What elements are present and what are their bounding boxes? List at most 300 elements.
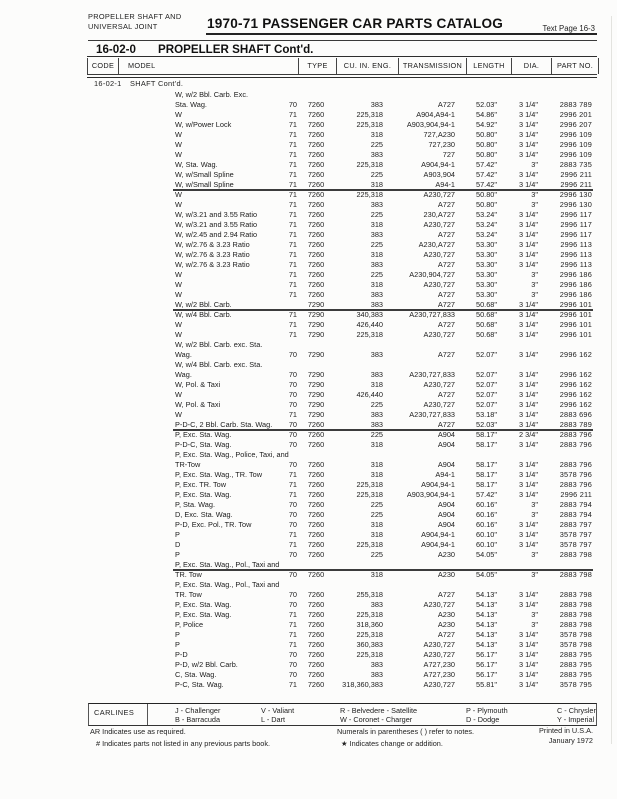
cell-part: 3578 797 [559,530,592,539]
cell-part: 2996 211 [560,170,592,179]
cell-year [275,300,297,310]
cell-trans: A727 [437,200,455,209]
cell-trans: A230,727 [423,380,455,389]
cell-year: 71 [288,540,297,549]
cell-len: 52.07" [476,370,497,379]
cell-len: 54.13" [476,630,497,639]
cell-code [87,450,117,460]
cell-year: 71 [288,120,297,129]
cell-trans: A230 [437,610,455,619]
table-row [87,240,597,250]
cell-eng: 383 [370,290,383,299]
cell-code [87,150,117,160]
cell-year: 71 [288,160,297,169]
cell-model: W [175,390,182,399]
cell-model: P [175,530,180,539]
cell-eng: 225,318 [356,110,383,119]
cell-trans: A230,727 [423,190,455,199]
note-ar: AR Indicates use as required. [90,727,186,736]
text-page-ref: Text Page 16-3 [542,24,595,33]
cell-model: Sta. Wag. [175,100,207,109]
cell-part: 2996 117 [560,230,592,239]
cell-trans: A230,727 [423,650,455,659]
cell-trans [397,340,465,350]
cell-type: 7260 [307,540,325,549]
cell-part [550,450,597,460]
cell-trans [397,560,465,570]
cell-code [87,460,117,470]
table-row [87,510,597,520]
cell-trans: 727 [442,150,455,159]
cell-dia [510,360,550,370]
cell-dia: 3" [531,270,538,279]
cell-year: 70 [288,520,297,529]
cell-dia: 3 1/4" [519,170,538,179]
cell-type: 7260 [307,420,325,429]
cell-type [297,580,335,590]
cell-dia: 3 1/4" [519,680,538,689]
section-label-line1: PROPELLER SHAFT AND [88,12,182,21]
cell-len: 50.80" [476,190,497,199]
cell-year: 71 [288,190,297,199]
table-row [87,340,597,350]
cell-code [87,430,117,440]
table-row [87,580,597,590]
cell-part: 2883 794 [559,500,592,509]
column-header-code: CODE [91,61,115,70]
cell-year: 70 [288,440,297,449]
cell-model: W, w/2 Bbl. Carb. [175,300,232,309]
table-row [87,110,597,120]
cell-type: 7260 [307,440,325,449]
cell-code [87,240,117,250]
table-row [87,200,597,210]
cell-trans: A727 [437,390,455,399]
cell-model: P-C, Sta. Wag. [175,680,224,689]
cell-code [87,530,117,540]
cell-code [87,300,117,310]
cell-model: TR. Tow [175,590,202,599]
cell-model: W, w/2.76 & 3.23 Ratio [175,250,250,259]
cell-part: 2883 797 [559,520,592,529]
cell-type: 7260 [307,130,325,139]
cell-type: 7260 [307,210,325,219]
cell-trans: A904 [437,430,455,439]
cell-part: 2996 186 [559,270,592,279]
cell-trans [397,450,465,460]
cell-trans: A230,727 [423,250,455,259]
cell-code [87,170,117,180]
cell-type: 7260 [307,600,325,609]
cell-eng: 383 [370,260,383,269]
cell-year: 70 [288,550,297,559]
cell-trans: A727 [437,290,455,299]
cell-part [550,340,597,350]
cell-type: 7260 [307,520,325,529]
cell-type: 7290 [307,330,325,339]
cell-trans: A727,230 [423,660,455,669]
cell-model: W, w/4 Bbl. Carb. [175,310,232,319]
cell-eng: 318 [370,440,383,449]
cell-eng [335,450,397,460]
cell-trans: A230,727 [423,680,455,689]
cell-code [87,610,117,620]
cell-model: W, w/2 Bbl. Carb. exc. Sta. [175,340,263,349]
note-numerals: Numerals in parentheses ( ) refer to notes. [337,727,475,736]
cell-year: 71 [288,310,297,319]
cell-year: 70 [288,390,297,399]
cell-dia: 3" [531,190,538,199]
cell-year: 71 [288,480,297,489]
cell-type: 7260 [307,220,325,229]
table-row [87,670,597,680]
cell-len: 57.42" [476,180,497,189]
cell-part: 2883 798 [559,600,592,609]
cell-code [87,670,117,680]
cell-type: 7260 [307,570,325,579]
cell-year: 70 [288,570,297,579]
cell-eng: 318 [370,220,383,229]
cell-code [87,390,117,400]
cell-code [87,410,117,420]
cell-eng: 318 [370,280,383,289]
cell-model: P, Exc. Sta. Wag., TR. Tow [175,470,263,479]
cell-len: 53.30" [476,250,497,259]
cell-part: 2883 796 [559,430,592,439]
cell-code [87,510,117,520]
cell-code [87,90,117,100]
cell-code [87,370,117,380]
cell-code [87,110,117,120]
cell-dia: 3 1/4" [519,350,538,359]
carlines-legend [88,703,597,726]
column-header-dia: DIA. [511,58,551,74]
cell-year: 71 [288,270,297,279]
table-row [87,480,597,490]
cell-year: 71 [288,620,297,629]
cell-dia: 3 1/4" [519,660,538,669]
cell-code [87,550,117,560]
cell-type: 7290 [307,370,325,379]
cell-dia: 3 1/4" [519,120,538,129]
cell-dia: 3 1/4" [519,310,538,319]
cell-type: 7260 [307,280,325,289]
cell-code [87,160,117,170]
cell-len: 58.17" [476,460,497,469]
cell-part: 2996 130 [559,190,592,199]
cell-eng: 225,318 [356,630,383,639]
cell-dia: 3 1/4" [519,470,538,479]
cell-eng: 360,383 [356,640,383,649]
cell-part: 2996 113 [560,260,592,269]
cell-eng: 225 [370,210,383,219]
cell-eng: 318 [370,570,383,579]
cell-code [87,590,117,600]
cell-len: 58.17" [476,480,497,489]
table-row [87,400,597,410]
cell-type: 7260 [307,470,325,479]
cell-dia: 3 1/4" [519,390,538,399]
cell-eng: 383 [370,230,383,239]
cell-code [87,470,117,480]
cell-eng: 255,318 [356,590,383,599]
cell-year: 71 [288,170,297,179]
table-row [87,590,597,600]
cell-len [465,360,510,370]
cell-eng: 383 [370,200,383,209]
table-row [87,170,597,180]
cell-year: 70 [288,400,297,409]
cell-len: 54.05" [476,570,497,579]
cell-type: 7260 [307,590,325,599]
section-code: 16-02-0 [96,43,136,56]
cell-type: 7260 [307,530,325,539]
cell-trans: A727 [437,260,455,269]
cell-part: 2883 795 [559,660,592,669]
cell-eng: 225 [370,170,383,179]
cell-year: 71 [288,470,297,479]
cell-eng: 340,383 [356,310,383,319]
cell-trans: A727 [437,300,455,309]
cell-year: 71 [288,130,297,139]
carline-entry: J - Challenger [175,705,221,715]
cell-eng: 426,440 [356,320,383,329]
cell-part [550,360,597,370]
cell-part: 2883 796 [559,460,592,469]
cell-dia: 3" [531,280,538,289]
cell-len: 58.17" [476,430,497,439]
table-row [87,500,597,510]
cell-code [87,650,117,660]
cell-len: 53.24" [476,220,497,229]
cell-trans: A230 [437,570,455,579]
cell-len: 53.30" [476,240,497,249]
cell-year: 70 [288,350,297,359]
cell-model: W, w/2.45 and 2.94 Ratio [175,230,258,239]
cell-trans: A230 [437,620,455,629]
cell-model: W [175,150,182,159]
cell-eng: 225 [370,240,383,249]
cell-year: 71 [288,290,297,299]
carline-entry: D - Dodge [466,714,500,724]
cell-dia: 3" [531,500,538,509]
cell-type: 7260 [307,260,325,269]
cell-year: 70 [288,650,297,659]
cell-dia: 3 1/4" [519,330,538,339]
cell-part: 2996 211 [560,180,592,189]
cell-year [275,580,297,590]
cell-part: 2996 162 [559,400,592,409]
cell-code [87,540,117,550]
cell-type: 7260 [307,620,325,629]
cell-dia: 3" [531,610,538,619]
cell-trans: A727 [437,100,455,109]
cell-part: 2996 162 [559,380,592,389]
cell-eng: 225,318 [356,490,383,499]
subsection-title: SHAFT Cont'd. [130,79,184,88]
cell-eng: 225,318 [356,190,383,199]
cell-type: 7260 [307,230,325,239]
cell-code [87,380,117,390]
cell-year: 71 [288,210,297,219]
carline-column [261,706,294,724]
cell-type [297,560,335,570]
table-body [87,90,597,690]
cell-model: P-D, Exc. Pol., TR. Tow [175,520,252,529]
cell-len: 53.18" [476,410,497,419]
table-row [87,320,597,330]
cell-len: 53.30" [476,280,497,289]
cell-code [87,180,117,190]
cell-type: 7260 [307,480,325,489]
cell-year: 71 [288,260,297,269]
cell-year: 71 [288,320,297,329]
cell-code [87,100,117,110]
cell-model: TR-Tow [175,460,201,469]
cell-model: P, Exc. Sta. Wag., Pol., Taxi and [175,560,280,569]
table-row [87,420,597,430]
cell-model: P-D [175,650,188,659]
cell-type: 7260 [307,190,325,199]
cell-part: 3578 797 [559,540,592,549]
cell-trans: A230,727 [423,330,455,339]
cell-trans: A904 [437,440,455,449]
cell-part: 2883 789 [559,100,592,109]
cell-eng: 225,318 [356,610,383,619]
cell-year: 70 [288,600,297,609]
cell-model: W [175,330,182,339]
cell-dia [510,340,550,350]
cell-eng: 225,318 [356,650,383,659]
cell-year: 70 [288,660,297,669]
note-hash: # Indicates parts not listed in any previous parts book. [96,739,271,748]
cell-trans: A727 [437,420,455,429]
cell-dia: 3 1/4" [519,240,538,249]
cell-code [87,320,117,330]
cell-trans [397,580,465,590]
cell-trans: A230,727 [423,600,455,609]
cell-type: 7260 [307,180,325,189]
cell-dia: 3" [531,620,538,629]
cell-dia: 3 1/4" [519,540,538,549]
carline-column [175,706,220,724]
cell-part: 2996 130 [559,200,592,209]
cell-eng [335,90,397,100]
cell-trans: A230,727 [423,280,455,289]
cell-trans: A903,904,94-1 [406,490,455,499]
cell-dia: 3 1/4" [519,420,538,429]
table-row [87,380,597,390]
carline-entry: W - Coronet - Charger [340,714,413,724]
cell-part: 2883 789 [559,420,592,429]
cell-dia: 3 1/4" [519,110,538,119]
cell-model: D, Exc. Sta. Wag. [175,510,233,519]
cell-trans: A904 [437,510,455,519]
cell-len: 53.24" [476,230,497,239]
cell-year: 71 [288,490,297,499]
cell-trans [397,360,465,370]
cell-part: 2996 117 [560,220,592,229]
cell-year: 70 [288,670,297,679]
table-row [87,120,597,130]
cell-trans: A727 [437,350,455,359]
carline-entry: Y - Imperial [557,714,595,724]
cell-len: 53.24" [476,210,497,219]
cell-type: 7290 [307,300,325,309]
cell-model: P, Exc. Sta. Wag. [175,430,232,439]
cell-code [87,600,117,610]
cell-trans: A904,94-1 [421,160,455,169]
cell-len [465,340,510,350]
cell-code [87,480,117,490]
cell-dia: 3 1/4" [519,210,538,219]
cell-dia: 3 1/4" [519,230,538,239]
cell-trans: A230,904,727 [409,270,455,279]
cell-type: 7260 [307,490,325,499]
carline-column [466,706,508,724]
table-row [87,440,597,450]
cell-trans: A904 [437,500,455,509]
cell-trans: 727,A230 [423,130,455,139]
cell-trans: A904,94-1 [421,540,455,549]
cell-part: 3578 796 [559,470,592,479]
cell-dia: 3" [531,510,538,519]
table-row [87,680,597,690]
cell-len: 60.16" [476,510,497,519]
cell-code [87,640,117,650]
cell-type: 7290 [307,390,325,399]
cell-trans: A904,A94-1 [416,110,455,119]
cell-eng: 225,318 [356,540,383,549]
cell-year: 70 [288,590,297,599]
cell-len: 60.10" [476,540,497,549]
cell-model: P-D-C, Sta. Wag. [175,440,232,449]
cell-trans: A727 [437,320,455,329]
cell-len: 54.13" [476,590,497,599]
cell-model: P-D-C, 2 Bbl. Carb. Sta. Wag. [175,420,273,429]
table-row [87,600,597,610]
cell-type [297,450,335,460]
cell-part: 2996 201 [559,110,592,119]
cell-code [87,280,117,290]
cell-year [275,450,297,460]
cell-model: W, Pol. & Taxi [175,400,221,409]
cell-dia: 3 1/4" [519,100,538,109]
cell-len: 54.92" [476,120,497,129]
cell-type: 7260 [307,660,325,669]
cell-dia: 3 1/4" [519,490,538,499]
table-row [87,620,597,630]
cell-part: 2883 796 [559,440,592,449]
cell-dia: 3 1/4" [519,180,538,189]
cell-type: 7260 [307,460,325,469]
cell-code [87,120,117,130]
cell-model: W [175,200,182,209]
cell-eng: 225 [370,400,383,409]
cell-part: 2883 798 [559,550,592,559]
cell-type: 7260 [307,170,325,179]
cell-eng: 383 [370,100,383,109]
cell-type: 7260 [307,100,325,109]
table-row [87,270,597,280]
cell-dia: 3 1/4" [519,600,538,609]
cell-type: 7290 [307,380,325,389]
table-row [87,560,597,570]
cell-trans: A230,727 [423,640,455,649]
cell-type [297,340,335,350]
cell-code [87,270,117,280]
cell-type: 7260 [307,250,325,259]
